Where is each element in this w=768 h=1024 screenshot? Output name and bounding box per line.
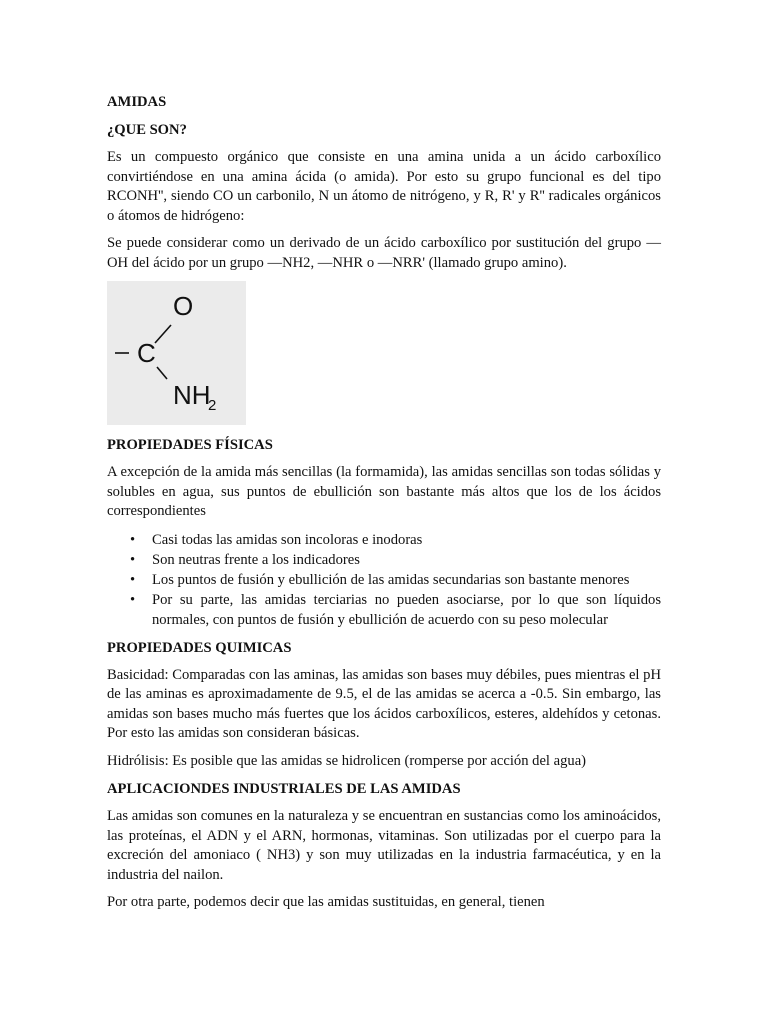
amide-structure-diagram — [107, 281, 246, 425]
list-item: • Los puntos de fusión y ebullición de las amidas secundarias son bastante menores — [130, 571, 630, 588]
intro-paragraph-1: Es un compuesto orgánico que consiste en una amina unida a un ácido carboxílico convirtiéndose en una amina ácida (o amida). Por esto su grupo funcional es del tipo RCONH'', siendo CO un carbonilo, N un átomo de nitrógeno, y R, R' y R'' radicales orgánicos o átomos de hidrógeno: — [107, 149, 661, 224]
bullet-marker: • — [130, 571, 136, 588]
chemical-paragraph-basicidad: Basicidad: Comparadas con las aminas, las amidas son bases muy débiles, pues mientras el pH de las aminas es aproximadamente de 9.5, el de las amidas se acerca a -0.5. Sin embargo, las amidas son bases mucho más fuertes que los ácidos carboxílicos, esteres, aldehídos y cetonas. Por esto las amidas son consideran básicas. — [107, 666, 661, 741]
amine-bond — [157, 367, 167, 379]
section-heading-chemical: PROPIEDADES QUIMICAS — [107, 639, 292, 656]
list-item: • Son neutras frente a los indicadores — [130, 551, 360, 568]
amine-label: NH — [173, 380, 211, 410]
applications-paragraph-2: Por otra parte, podemos decir que las amidas sustituidas, en general, tienen — [107, 894, 545, 910]
amide-structure-figure — [107, 281, 246, 425]
section-heading-physical: PROPIEDADES FÍSICAS — [107, 437, 273, 453]
applications-paragraph-1: Las amidas son comunes en la naturaleza y se encuentran en sustancias como los aminoácidos, las proteínas, el ADN y el ARN, hormonas, vitaminas. Son utilizadas por el cuerpo para la excreción del amoniaco ( NH3) y son muy utilizadas en la industria farmacéutica, y en la industria del nailon. — [107, 808, 661, 883]
list-item: • Por su parte, las amidas terciarias no pueden asociarse, por lo que son líquidos normales, con puntos de fusión y ebullición de acuerdo con su peso molecular — [130, 591, 661, 628]
document-title: AMIDAS — [107, 94, 167, 110]
section-heading-que-son: ¿QUE SON? — [107, 122, 187, 138]
oxygen-label: O — [173, 291, 194, 321]
amine-subscript: 2 — [208, 397, 217, 414]
list-item: • Casi todas las amidas son incoloras e inodoras — [130, 531, 423, 548]
bullet-marker: • — [130, 551, 136, 568]
intro-paragraph-2: Se puede considerar como un derivado de un ácido carboxílico por sustitución del grupo —OH del ácido por un grupo —NH2, —NHR o —NRR' (llamado grupo amino). — [107, 235, 661, 271]
carbon-label: C — [137, 338, 156, 368]
section-heading-applications: APLICACIONDES INDUSTRIALES DE LAS AMIDAS — [107, 781, 461, 797]
bullet-marker: • — [130, 591, 136, 608]
bullet-marker: • — [130, 531, 136, 548]
physical-paragraph: A excepción de la amida más sencillas (la formamida), las amidas sencillas son todas sólidas y solubles en agua, sus puntos de ebullición son bastante más altos que los de los ácidos correspondientes — [107, 464, 661, 519]
document-page — [107, 92, 661, 921]
chemical-paragraph-hidrolisis: Hidrólisis: Es posible que las amidas se hidrolicen (romperse por acción del agua) — [107, 752, 587, 769]
carbonyl-bond — [155, 325, 171, 343]
physical-properties-list — [107, 530, 661, 630]
